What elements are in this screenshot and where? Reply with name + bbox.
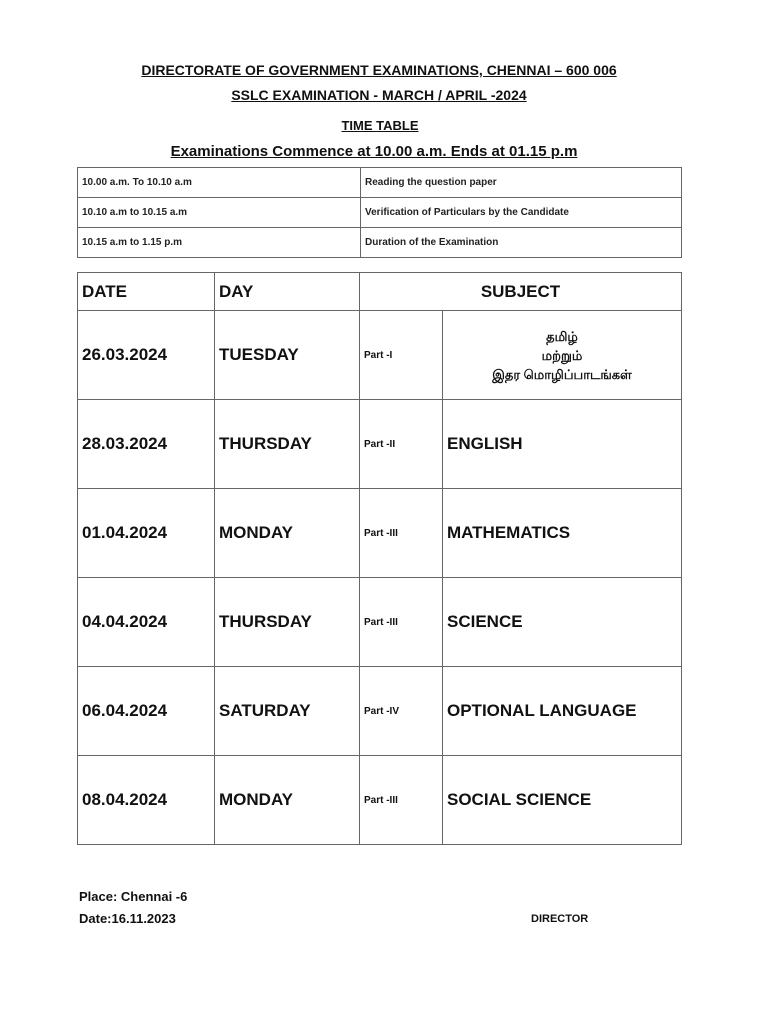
exam-day: THURSDAY [215, 578, 360, 667]
place-label: Place: Chennai -6 [79, 889, 188, 904]
exam-subject: ENGLISH [443, 400, 682, 489]
exam-day: MONDAY [215, 489, 360, 578]
schedule-row [78, 311, 682, 400]
exam-subject: OPTIONAL LANGUAGE [443, 667, 682, 756]
exam-day: MONDAY [215, 756, 360, 845]
exam-part: Part -III [360, 756, 443, 845]
exam-part: Part -I [360, 311, 443, 400]
exam-date: 08.04.2024 [78, 756, 215, 845]
exam-subject: SCIENCE [443, 578, 682, 667]
schedule-table [77, 272, 682, 845]
schedule-row [78, 489, 682, 578]
timing-time: 10.10 a.m to 10.15 a.m [78, 198, 361, 228]
exam-subject: SOCIAL SCIENCE [443, 756, 682, 845]
issue-date-label: Date:16.11.2023 [79, 911, 176, 926]
date-column-header: DATE [78, 273, 215, 311]
subject-line: தமிழ் [546, 328, 578, 344]
timing-time: 10.00 a.m. To 10.10 a.m [78, 168, 361, 198]
exam-date: 26.03.2024 [78, 311, 215, 400]
schedule-row [78, 756, 682, 845]
exam-date: 04.04.2024 [78, 578, 215, 667]
timing-table [77, 167, 682, 258]
subject-line: மற்றும் [541, 347, 583, 363]
timing-time: 10.15 a.m to 1.15 p.m [78, 228, 361, 258]
schedule-row [78, 400, 682, 489]
time-table-heading: TIME TABLE [341, 118, 419, 133]
director-signatory: DIRECTOR [531, 913, 589, 925]
timing-row [78, 198, 682, 228]
exam-date: 01.04.2024 [78, 489, 215, 578]
timing-activity: Duration of the Examination [361, 228, 682, 258]
exam-day: SATURDAY [215, 667, 360, 756]
exam-date: 28.03.2024 [78, 400, 215, 489]
timing-row [78, 168, 682, 198]
schedule-row [78, 667, 682, 756]
exam-heading: SSLC EXAMINATION - MARCH / APRIL -2024 [231, 87, 527, 103]
subject-column-header: SUBJECT [360, 273, 682, 311]
day-column-header: DAY [215, 273, 360, 311]
timing-row [78, 228, 682, 258]
schedule-row [78, 578, 682, 667]
schedule-header-row [78, 273, 682, 311]
exam-part: Part -III [360, 489, 443, 578]
timing-activity: Verification of Particulars by the Candidate [361, 198, 682, 228]
exam-timing-heading: Examinations Commence at 10.00 a.m. Ends at 01.15 p.m [170, 143, 578, 160]
subject-line: இதர மொழிப்பாடங்கள் [492, 366, 632, 382]
directorate-heading: DIRECTORATE OF GOVERNMENT EXAMINATIONS, CHENNAI – 600 006 [141, 62, 617, 78]
exam-subject: MATHEMATICS [443, 489, 682, 578]
exam-part: Part -IV [360, 667, 443, 756]
timing-activity: Reading the question paper [361, 168, 682, 198]
exam-subject [443, 311, 682, 400]
exam-date: 06.04.2024 [78, 667, 215, 756]
exam-day: THURSDAY [215, 400, 360, 489]
exam-day: TUESDAY [215, 311, 360, 400]
exam-part: Part -II [360, 400, 443, 489]
exam-part: Part -III [360, 578, 443, 667]
